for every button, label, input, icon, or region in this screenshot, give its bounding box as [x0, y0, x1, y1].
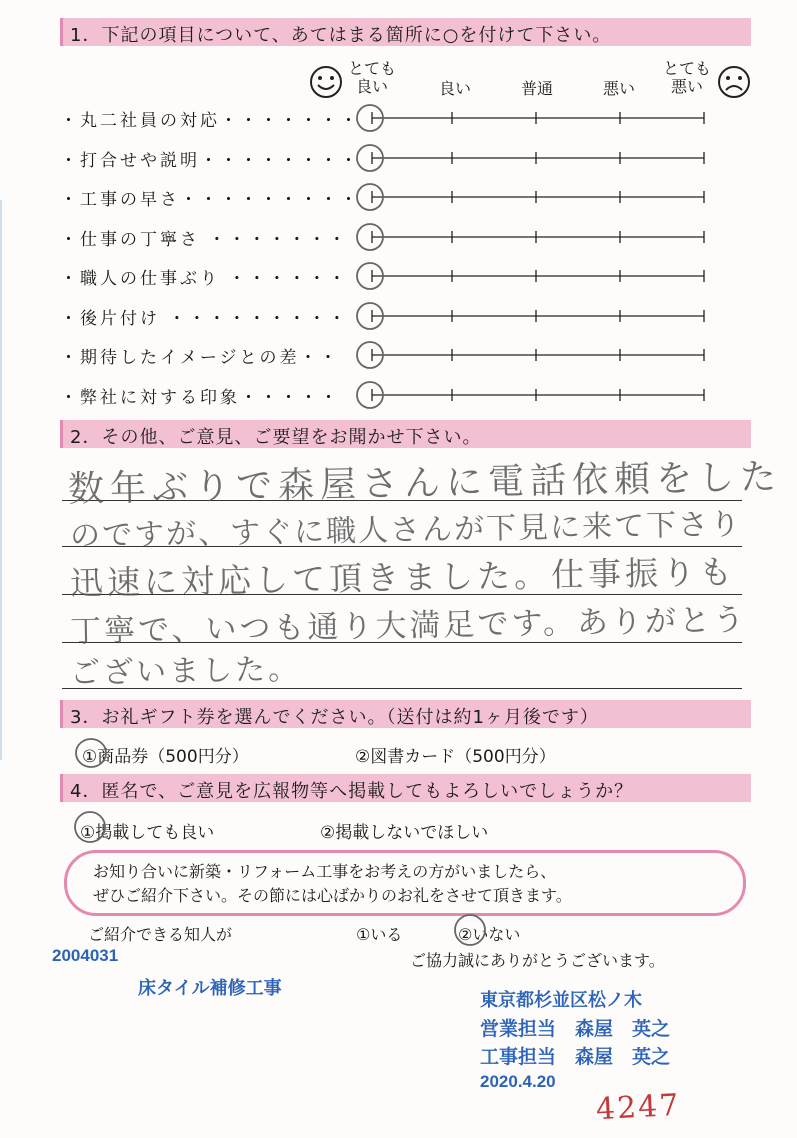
referral-text-2: ぜひご紹介下さい。その節には心ばかりのお礼をさせて頂きます。 — [93, 886, 572, 905]
rating-item-label: ・打合せや説明・・・・・・・・ — [60, 151, 360, 171]
scale-label-good: 良い — [438, 79, 471, 98]
hand-drawn-circle-icon — [70, 804, 112, 846]
publish-option-2[interactable]: ②掲載しないでほしい — [320, 823, 489, 843]
rating-item-label: ・丸二社員の対応・・・・・・・ — [60, 111, 360, 131]
comment-line-5: ございました。 — [69, 651, 302, 692]
referral-option-yes[interactable]: ①いる — [356, 925, 403, 944]
scale-label-normal: 普通 — [520, 79, 553, 98]
referral-box — [64, 850, 746, 916]
stamp-work: 床タイル補修工事 — [138, 978, 282, 998]
section1-title: 1．下記の項目について、あてはまる箇所に○を付けて下さい。 — [70, 25, 612, 46]
section2-title: 2．その他、ご意見、ご要望をお聞かせ下さい。 — [70, 427, 482, 448]
section4-title: 4．匿名で、ご意見を広報物等へ掲載してもよろしいでしょうか？ — [70, 781, 634, 802]
comment-line-3: 迅速に対応して頂きました。仕事振りも — [69, 552, 737, 603]
stamp-sales: 営業担当 森屋 英之 — [480, 1019, 671, 1040]
rating-scale[interactable] — [0, 340, 797, 370]
rating-scale[interactable] — [0, 261, 797, 291]
referral-question-label: ご紹介できる知人が — [88, 925, 233, 944]
stamp-code: 2004031 — [52, 946, 119, 965]
thanks-text: ご協力誠にありがとうございます。 — [410, 951, 665, 970]
rating-item-label: ・職人の仕事ぶり ・・・・・・ — [60, 269, 349, 289]
rating-scale[interactable] — [0, 380, 797, 410]
rating-scale[interactable] — [0, 143, 797, 173]
rating-scale[interactable] — [0, 103, 797, 133]
referral-option-no[interactable]: ②いない — [458, 925, 521, 944]
stamp-date: 2020.4.20 — [480, 1072, 556, 1091]
referral-text-1: お知り合いに新築・リフォーム工事をお考えの方がいましたら、 — [93, 862, 557, 881]
rating-item-label: ・期待したイメージとの差・・ — [60, 348, 340, 368]
rating-item-label: ・工事の早さ・・・・・・・・・ — [60, 190, 360, 210]
rating-item-label: ・仕事の丁寧さ ・・・・・・・ — [60, 230, 349, 250]
stamp-construction: 工事担当 森屋 英之 — [480, 1047, 671, 1068]
comment-line-1: 数年ぶりで森屋さんに電話依頼をした — [67, 456, 783, 511]
rating-scale[interactable] — [0, 222, 797, 252]
rating-scale[interactable] — [0, 301, 797, 331]
section3-title: 3．お礼ギフト券を選んでください。（送付は約1ヶ月後です） — [70, 707, 599, 728]
gift-option-1[interactable]: ①商品券（500円分） — [82, 747, 249, 767]
comment-line-2: のですが、すぐに職人さんが下見に来て下さり — [69, 507, 743, 554]
publish-option-1[interactable]: ①掲載しても良い — [80, 823, 215, 843]
rating-item-label: ・弊社に対する印象・・・・・ — [60, 388, 340, 408]
rating-item-label: ・後片付け ・・・・・・・・・ — [60, 309, 349, 329]
stamp-address: 東京都杉並区松ノ木 — [480, 990, 642, 1010]
comment-line-4: 丁寧で、いつも通り大満足です。ありがとう — [69, 602, 748, 650]
rating-scale[interactable] — [0, 182, 797, 212]
gift-option-2[interactable]: ②図書カード（500円分） — [355, 747, 556, 767]
hand-drawn-circle-icon — [72, 732, 112, 772]
margin-bleed — [0, 200, 16, 760]
hand-drawn-circle-icon — [448, 908, 488, 948]
handwritten-number: 4247 — [595, 1087, 682, 1128]
scale-label-bad: 悪い — [602, 79, 635, 98]
scale-label-very-bad: とても 悪い — [662, 59, 711, 96]
scale-label-very-good: とても 良い — [347, 59, 396, 96]
